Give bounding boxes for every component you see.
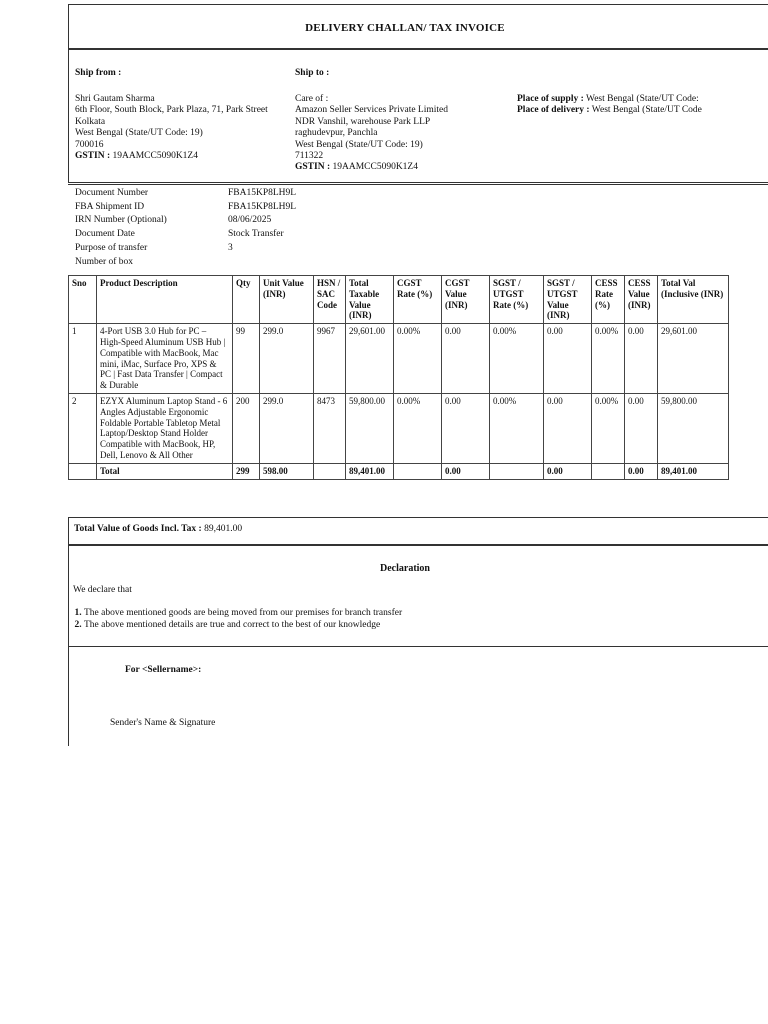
box-count: 3: [228, 242, 233, 253]
ship-from-heading: Ship from :: [75, 68, 122, 78]
divider: [68, 184, 768, 185]
document-date: 08/06/2025: [228, 215, 272, 226]
declaration-title: Declaration: [380, 563, 430, 574]
doc-values: [228, 187, 296, 256]
challan-document: [68, 4, 768, 746]
list-item: 1. The above mentioned goods are being moved from our premises for branch transfer: [84, 607, 402, 619]
doc-labels: Document Number FBA Shipment ID IRN Number (Optional) Document Date Purpose of transfer Number of box: [75, 188, 167, 267]
table-row: 2 EZYX Aluminum Laptop Stand - 6 Angles Adjustable Ergonomic Foldable Portable Tabletop Metal Laptop/Desktop Stand Holder Compatible with MacBook, HP, Dell, Lenovo & All Other 200 299.0 8473 59,800.00 0.00% 0.00 0.00% 0.00 0.00% 0.00 59,800.00: [69, 393, 729, 463]
table-header-row: Sno Product Description Qty Unit Value (INR) HSN / SAC Code Total Taxable Value (INR) CGST Rate (%) CGST Value (INR) SGST / UTGST Rate (%) SGST / UTGST Value (INR) CESS Rate (%) CESS Value (INR) Total Val (Inclusive (INR): [69, 276, 729, 324]
place-of-delivery: West Bengal (State/UT Code: [591, 105, 702, 116]
ship-from-address: Shri Gautam Sharma 6th Floor, South Block, Park Plaza, 71, Park Street Kolkata West Bengal (State/UT Code: 19) 700016 GSTIN : 19AAMCC5090K1Z4: [75, 94, 268, 162]
shipment-id: FBA15KP8LH9L: [228, 201, 297, 212]
ship-to-gstin: 19AAMCC5090K1Z4: [332, 162, 418, 173]
total-value: Total Value of Goods Incl. Tax : 89,401.00: [74, 524, 243, 534]
declaration-list: [72, 607, 402, 631]
declaration-intro: We declare that: [73, 585, 132, 595]
ship-from-gstin: 19AAMCC5090K1Z4: [112, 151, 198, 162]
table-total-row: Total 299 598.00 89,401.00 0.00 0.00 0.00 89,401.00: [69, 463, 729, 479]
items-table: [68, 275, 729, 480]
table-row: 1 4-Port USB 3.0 Hub for PC – High-Speed Aluminum USB Hub | Compatible with MacBook, Mac mini, iMac, Surface Pro, XPS & PC | Fast Data Transfer | Compact & Durable 99 299.0 9967 29,601.00 0.00% 0.00 0.00% 0.00 0.00% 0.00 29,601.00: [69, 324, 729, 394]
supply-info: Place of supply : West Bengal (State/UT Code: Place of delivery : West Bengal (State/UT Code: [517, 94, 702, 116]
place-of-supply: West Bengal (State/UT Code:: [585, 94, 699, 104]
document-title: DELIVERY CHALLAN/ TAX INVOICE: [305, 22, 505, 34]
divider: [68, 646, 768, 647]
sender-signature-label: Sender's Name & Signature: [110, 718, 216, 728]
ship-to-address: Care of : Amazon Seller Services Private Limited NDR Vanshil, warehouse Park LLP raghudevpur, Panchla West Bengal (State/UT Code: 19) 711322 GSTIN : 19AAMCC5090K1Z4: [295, 94, 449, 173]
purpose: Stock Transfer: [228, 229, 284, 240]
ship-to-heading: Ship to :: [295, 68, 330, 78]
list-item: 2. The above mentioned details are true and correct to the best of our knowledge: [84, 619, 402, 631]
for-seller-label: For <Sellername>:: [125, 665, 202, 675]
document-number: FBA15KP8LH9L: [228, 188, 297, 198]
